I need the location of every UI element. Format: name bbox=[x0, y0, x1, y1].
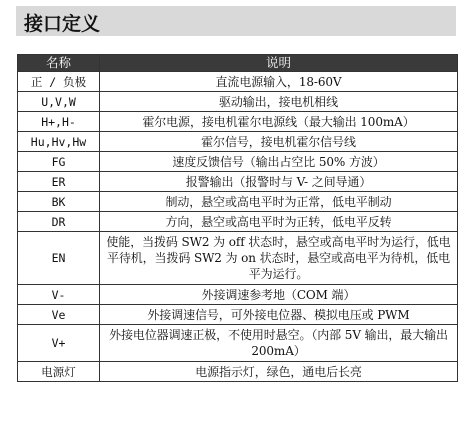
table-header-row bbox=[18, 55, 458, 72]
row-description: 速度反馈信号（输出占空比 50% 方波） bbox=[100, 152, 458, 172]
row-name: U,V,W bbox=[18, 92, 100, 112]
row-name: BK bbox=[18, 192, 100, 212]
row-description: 制动，悬空或高电平时为正常，低电平制动 bbox=[100, 192, 458, 212]
row-name: 电源灯 bbox=[18, 362, 100, 382]
table-row bbox=[18, 362, 458, 382]
header-description: 说明 bbox=[100, 55, 458, 72]
row-description: 直流电源输入，18-60V bbox=[100, 72, 458, 92]
table-row bbox=[18, 305, 458, 325]
row-description: 外接电位器调速正极，不使用时悬空。（内部 5V 输出，最大输出 200mA） bbox=[100, 325, 458, 362]
row-description: 驱动输出，接电机相线 bbox=[100, 92, 458, 112]
table-row bbox=[18, 285, 458, 305]
row-name: FG bbox=[18, 152, 100, 172]
table-row bbox=[18, 192, 458, 212]
header-name: 名称 bbox=[18, 55, 100, 72]
row-description: 报警输出（报警时与 V- 之间导通） bbox=[100, 172, 458, 192]
row-name: H+,H- bbox=[18, 112, 100, 132]
row-description: 方向，悬空或高电平时为正转，低电平反转 bbox=[100, 212, 458, 232]
table-row bbox=[18, 72, 458, 92]
row-name: 正 / 负极 bbox=[18, 72, 100, 92]
section-title-bar bbox=[16, 6, 456, 36]
table-row bbox=[18, 132, 458, 152]
table-row bbox=[18, 232, 458, 285]
row-name: V+ bbox=[18, 325, 100, 362]
table-row bbox=[18, 325, 458, 362]
interface-definition-table bbox=[17, 54, 458, 382]
row-description: 外接调速信号，可外接电位器、模拟电压或 PWM bbox=[100, 305, 458, 325]
row-description: 电源指示灯，绿色，通电后长亮 bbox=[100, 362, 458, 382]
table-row bbox=[18, 92, 458, 112]
table-row bbox=[18, 212, 458, 232]
row-description: 外接调速参考地（COM 端） bbox=[100, 285, 458, 305]
row-name: V- bbox=[18, 285, 100, 305]
table-row bbox=[18, 112, 458, 132]
row-name: DR bbox=[18, 212, 100, 232]
row-description: 霍尔信号，接电机霍尔信号线 bbox=[100, 132, 458, 152]
table-row bbox=[18, 172, 458, 192]
table-row bbox=[18, 152, 458, 172]
section-title: 接口定义 bbox=[24, 13, 101, 35]
row-name: ER bbox=[18, 172, 100, 192]
row-description: 霍尔电源，接电机霍尔电源线（最大输出 100mA） bbox=[100, 112, 458, 132]
row-name: EN bbox=[18, 232, 100, 285]
row-name: Ve bbox=[18, 305, 100, 325]
row-name: Hu,Hv,Hw bbox=[18, 132, 100, 152]
row-description: 使能，当拨码 SW2 为 off 状态时，悬空或高电平时为运行，低电平待机，当拨码 SW2 为 on 状态时，悬空或高电平为待机，低电平为运行。 bbox=[100, 232, 458, 285]
